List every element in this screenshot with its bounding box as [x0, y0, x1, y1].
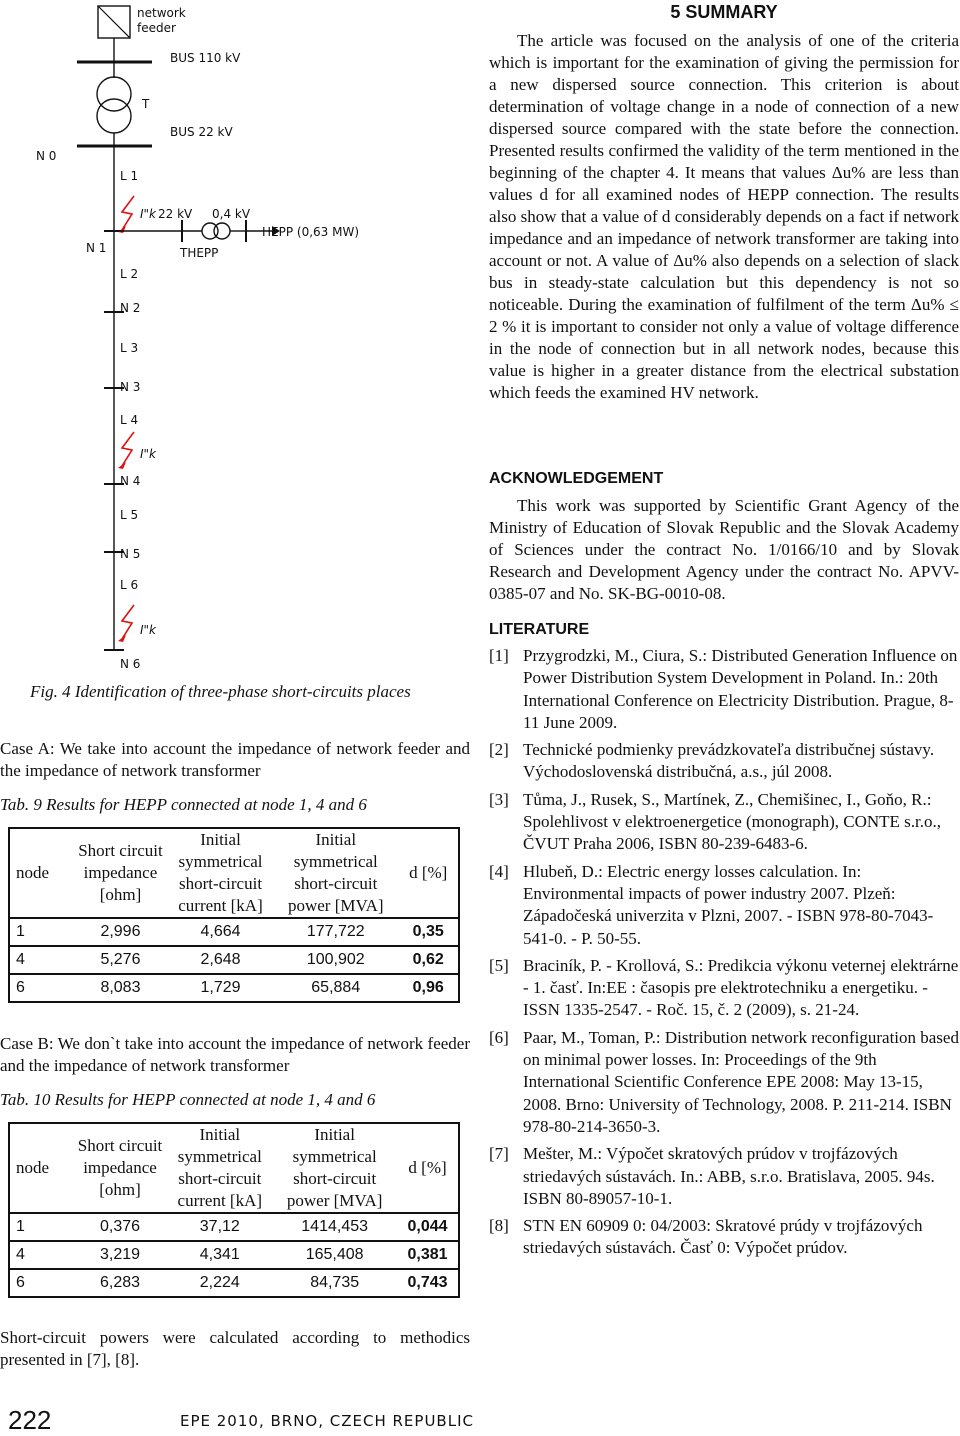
hepp-transformer-secondary: [214, 223, 230, 239]
fault-label-n4: I"k: [140, 447, 157, 461]
reference-item: [489, 645, 959, 734]
node-n3-label: N 3: [120, 380, 141, 394]
table10-header-row: [9, 1123, 459, 1213]
table10-caption: Tab. 10 Results for HEPP connected at node 1, 4 and 6: [0, 1090, 376, 1109]
header-node: node: [16, 1158, 50, 1177]
cell: 2,224: [199, 1274, 240, 1291]
results-table-9: [8, 827, 460, 1003]
cell: 0,96: [412, 979, 444, 996]
cell: 4: [16, 951, 25, 968]
table-row: [9, 946, 459, 974]
reference-number: [4]: [489, 861, 509, 881]
reference-number: [8]: [489, 1216, 509, 1236]
reference-number: [2]: [489, 740, 509, 760]
line-l5-label: L 5: [120, 508, 139, 522]
cell: 6: [16, 979, 25, 996]
cell: 2,648: [200, 951, 241, 968]
reference-item: [489, 955, 959, 1022]
literature-heading: LITERATURE: [489, 621, 590, 638]
fault-arrow-n6: [118, 605, 157, 642]
reference-item: [489, 739, 959, 784]
line-l6-label: L 6: [120, 578, 139, 592]
cell: 3,219: [99, 1246, 141, 1263]
acknowledgement-body: [489, 495, 959, 605]
reference-item: [489, 789, 959, 856]
cell: 1: [16, 923, 25, 940]
cell: 1,729: [200, 979, 241, 996]
reference-item: [489, 1143, 959, 1210]
table9-header-row: [9, 828, 459, 918]
fault-label-n6: I"k: [140, 623, 157, 637]
cell: 8,083: [100, 979, 141, 996]
acknowledgement-heading: ACKNOWLEDGEMENT: [489, 470, 664, 487]
fault-arrow-n4: [118, 432, 157, 469]
header-node: node: [16, 863, 50, 882]
results-table-10: [8, 1122, 460, 1298]
cell: 4,664: [200, 923, 241, 940]
cell: 0,044: [407, 1218, 448, 1235]
cell: 0,381: [407, 1246, 448, 1263]
node-n2-label: N 2: [120, 301, 141, 315]
node-n4-label: N 4: [120, 474, 141, 488]
reference-text: Paar, M., Toman, P.: Distribution network reconfiguration based on minimal power losses. In: Proceedings of the 9th International Scientific Conference EPE 2008: May 13-15, 2008. Brno: University of Technology, 2008. P. 211-214. ISBN 978-80-214-3650-3.: [523, 1027, 959, 1136]
cell: 2,996: [100, 923, 141, 940]
cell: 165,408: [305, 1246, 364, 1263]
cell: 0,376: [99, 1218, 141, 1235]
reference-number: [7]: [489, 1144, 509, 1164]
reference-text: Przygrodzki, M., Ciura, S.: Distributed Generation Influence on Power Distribution System Development in Poland. In.: 20th International Conference on Electricity Distribution. Prague, 8-11 June 2009.: [523, 646, 958, 732]
summary-heading: 5 SUMMARY: [670, 2, 778, 22]
node-n0-label: N 0: [36, 149, 57, 163]
header-impedance: Short circuit impedance [ohm]: [77, 1136, 163, 1199]
cell: 5,276: [100, 951, 141, 968]
cell: 0,62: [412, 951, 444, 968]
table-row: [9, 1213, 459, 1241]
summary-body: [489, 30, 959, 404]
reference-number: [5]: [489, 955, 509, 975]
hepp-transformer-label: THEPP: [180, 246, 219, 260]
reference-text: Technické podmienky prevádzkovateľa distribučnej sústavy. Východoslovenská distribučná, a.s., júl 2008.: [523, 740, 935, 782]
network-diagram: [22, 0, 462, 680]
header-d: d [%]: [409, 863, 448, 882]
cell: 0,743: [407, 1274, 448, 1291]
node-n6-label: N 6: [120, 657, 141, 671]
reference-text: STN EN 60909 0: 04/2003: Skratové prúdy v trojfázových striedavých sústavách. Časť 0: Výpočet prúdov.: [523, 1216, 923, 1258]
case-b-text: Case B: We don`t take into account the impedance of network feeder and the impedance of network transformer: [0, 1034, 470, 1075]
cell: 100,902: [306, 951, 365, 968]
header-impedance: Short circuit impedance [ohm]: [78, 841, 163, 904]
header-current: Initial symmetrical short-circuit current [kA]: [177, 1125, 263, 1210]
line-l2-label: L 2: [120, 267, 139, 281]
reference-text: Mešter, M.: Výpočet skratových prúdov v trojfázových striedavých sústavách. In.: ABB, s.r.o. Bratislava, 2005. 94s. ISBN 80-89057-10-1.: [523, 1144, 935, 1208]
reference-number: [3]: [489, 789, 509, 809]
acknowledgement-paragraph: This work was supported by Scientific Grant Agency of the Ministry of Education of Slovak Republic and the Slovak Academy of Sciences under the contract No. 1/0166/10 and by Slovak Research and Development Agency under the contract No. APVV-0385-07 and No. SK-BG-0010-08.: [489, 496, 959, 603]
fault-label-n1: I"k: [140, 207, 157, 221]
cell: 4,341: [199, 1246, 240, 1263]
cell: 177,722: [306, 923, 365, 940]
voltage-22-label: 22 kV: [158, 207, 193, 221]
cell: 0,35: [412, 923, 444, 940]
cell: 37,12: [199, 1218, 240, 1235]
figure-caption: Fig. 4 Identification of three-phase short-circuits places: [30, 682, 411, 701]
table9-caption: Tab. 9 Results for HEPP connected at node 1, 4 and 6: [0, 795, 367, 814]
reference-item: [489, 1215, 959, 1260]
reference-number: [1]: [489, 646, 509, 665]
reference-number: [6]: [489, 1027, 509, 1047]
bus-110-label: BUS 110 kV: [170, 51, 241, 65]
line-l1-label: L 1: [120, 169, 139, 183]
page-number: 222: [8, 1405, 52, 1435]
hepp-label: HEPP (0,63 MW): [262, 225, 360, 239]
cell: 4: [16, 1246, 25, 1263]
cell: 84,735: [310, 1274, 360, 1291]
network-diagram-svg: [22, 0, 462, 680]
table-row: [9, 974, 459, 1002]
feeder-label-2: feeder: [137, 21, 176, 35]
node-n5-label: N 5: [120, 547, 141, 561]
reference-text: Hlubeň, D.: Electric energy losses calculation. In: Environmental impacts of power industry 2007. Plzeň: Západočeská univerzita v Plzni, 2007. - ISBN 978-80-7043-541-0. - P. 50-55.: [523, 861, 934, 948]
transformer-label: T: [142, 97, 150, 111]
table-row: [9, 1269, 459, 1297]
cell: 6: [16, 1274, 25, 1291]
fault-arrow-n1: [118, 196, 157, 233]
line-l3-label: L 3: [120, 341, 139, 355]
cell: 65,884: [311, 979, 361, 996]
summary-paragraph: The article was focused on the analysis of one of the criteria which is important for the examination of giving the permission for a new dispersed source connection. This criterion is about determination of voltage change in a node of connection of a new dispersed source compared with the state before the connection. Presented results confirmed the validity of the term mentioned in the beginning of the chapter 4. It means that values Δu% are less than values d for all examined nodes of HEPP connection. The results also show that a value of d considerably depends on a fact if network impedance and an impedance of network transformer are taking into account or not. A value of Δu% also depends on a selection of slack bus in steady-state calculation but this dependency is not so noticeable. During the examination of fulfilment of the term Δu% ≤ 2 % it is important to consider not only a value of voltage difference in the node of connection but in all network nodes, because this value is higher in a greater distance from the electrical substation which feeds the examined HV network.: [489, 31, 959, 402]
header-power: Initial symmetrical short-circuit power [MVA]: [286, 1125, 383, 1210]
line-l4-label: L 4: [120, 413, 139, 427]
transformer-secondary: [97, 99, 131, 133]
short-circuit-note: Short-circuit powers were calculated according to methodics presented in [7], [8].: [0, 1328, 470, 1369]
voltage-04-label: 0,4 kV: [212, 207, 251, 221]
header-current: Initial symmetrical short-circuit current [kA]: [178, 830, 263, 915]
reference-item: [489, 1027, 959, 1138]
table-row: [9, 918, 459, 946]
reference-item: [489, 861, 959, 950]
reference-text: Braciník, P. - Krollová, S.: Predikcia výkonu veternej elektrárne - 1. časť. In:EE : časopis pre elektrotechniku a energetiku. - ISSN 1335-2547. - Roč. 15, č. 2 (2009), s. 21-24.: [523, 955, 959, 1020]
cell: 1: [16, 1218, 25, 1235]
feeder-label-1: network: [137, 6, 186, 20]
cell: 6,283: [99, 1274, 141, 1291]
table-row: [9, 1241, 459, 1269]
bus-22-label: BUS 22 kV: [170, 125, 233, 139]
header-power: Initial symmetrical short-circuit power [MVA]: [287, 830, 384, 915]
header-d: d [%]: [408, 1158, 447, 1177]
cell: 1414,453: [301, 1218, 369, 1235]
reference-list: [489, 645, 959, 1265]
transformer-primary: [97, 77, 131, 111]
node-n1-label: N 1: [86, 241, 107, 255]
conference-footer: EPE 2010, BRNO, CZECH REPUBLIC: [180, 1412, 474, 1430]
case-a-text: Case A: We take into account the impedance of network feeder and the impedance of network transformer: [0, 739, 470, 780]
reference-text: Tůma, J., Rusek, S., Martínek, Z., Chemišinec, I., Goňo, R.: Spolehlivost v elektroenergetice (monograph), CONTE s.r.o., ČVUT Praha 2006, ISBN 80-239-6483-6.: [523, 789, 941, 854]
